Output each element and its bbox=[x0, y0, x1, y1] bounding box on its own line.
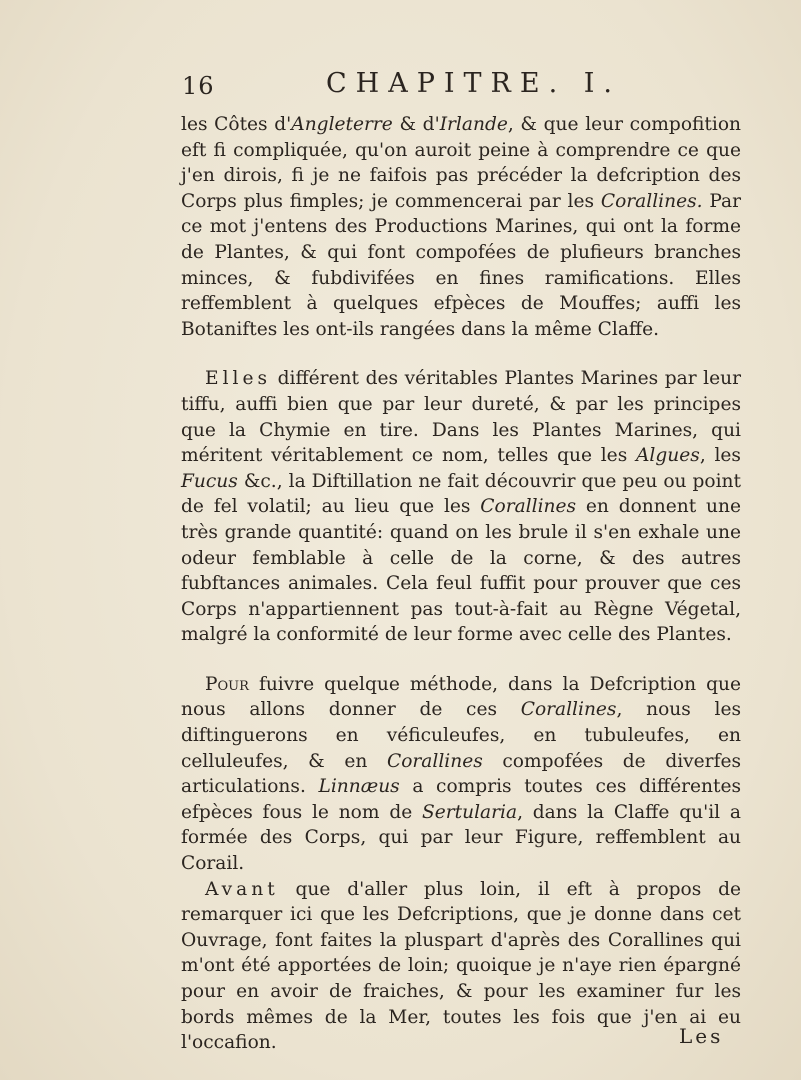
text-run: , & que leur compofition eft fi compliquée, qu'on auroit peine à comprendre ce que j'en dirois, fi je ne faifois pas précéder la defcription des Corps plus fimples; je commencerai par les bbox=[181, 114, 741, 212]
italic-term: Corallines bbox=[386, 750, 483, 772]
running-head: CHAPITRE. I. bbox=[326, 68, 621, 99]
text-run: a compris toutes ces différentes efpèces fous le nom de bbox=[181, 776, 741, 823]
text-run: différent des véritables Plantes Marines par leur tiffu, auffi bien que par leur dureté, & par les principes que la Chymie en tire. Dans les Plantes Marines, qui méritent véritablement ce nom, telles que les bbox=[181, 368, 741, 467]
text-run: compofées de diverfes articulations. bbox=[181, 750, 741, 798]
italic-term: Corallines. bbox=[600, 190, 703, 212]
italic-term: Irlande bbox=[439, 114, 508, 135]
paragraph-lead-word: Pour bbox=[205, 673, 249, 695]
text-run: , nous les diftinguerons en véficuleufes, en tubuleufes, en celluleufes, & en bbox=[181, 699, 741, 772]
text-run: Par ce mot j'entens des Productions Marines, qui ont la forme de Plantes, & qui font compofées de plufieurs branches minces, & fubdivifées en fines ramifications. Elles reffemblent à quelques efpèces de Mouffes; auffi les Botaniftes les ont-ils rangées dans la même Claffe. bbox=[181, 190, 741, 340]
italic-term: Corallines bbox=[520, 699, 617, 721]
text-run: que d'aller plus loin, il eft à propos de remarquer ici que les Defcriptions, que je donne dans cet Ouvrage, font faites la pluspart d'après des Corallines qui m'ont été apportées de loin; quoique je n'aye rien épargné pour en avoir de fraiches, & pour les examiner fur les bords mêmes de la Mer, toutes les fois que j'en ai eu l'occafion. bbox=[181, 878, 741, 1054]
text-run: &c., la Diftillation ne fait découvrir que peu ou point de fel volatil; au lieu que les bbox=[181, 470, 741, 518]
text-run: les Côtes d' bbox=[181, 114, 292, 135]
paragraph-lead-word: Elles bbox=[205, 368, 272, 390]
italic-term: Algues bbox=[636, 445, 700, 467]
paragraph bbox=[181, 112, 741, 342]
catchword: Les bbox=[679, 1024, 724, 1048]
italic-term: Corallines bbox=[480, 496, 577, 518]
text-run: , les bbox=[699, 445, 741, 467]
text-run: en donnent une très grande quantité: quand on les brule il s'en exhale une odeur femblable à celle de la corne, & des autres fubftances animales. Cela feul fuffit pour prouver que ces Corps n'appartiennent pas tout-à-fait au Règne Végetal, malgré la conformité de leur forme avec celle des Plantes. bbox=[181, 496, 741, 646]
italic-term: Fucus bbox=[181, 470, 238, 492]
text-run: fuivre quelque méthode, dans la Defcription que nous allons donner de ces bbox=[181, 673, 741, 721]
italic-term: Linnæus bbox=[318, 776, 400, 798]
text-run: , dans la Claffe qu'il a formée des Corps, qui par leur Figure, reffemblent au Corail. bbox=[181, 801, 741, 875]
body-text bbox=[181, 112, 741, 1056]
italic-term: Angleterre bbox=[291, 114, 393, 135]
paragraph bbox=[181, 672, 741, 877]
paragraph-lead-word: Avant bbox=[205, 878, 279, 900]
page-number: 16 bbox=[182, 72, 215, 100]
paragraph bbox=[181, 877, 741, 1056]
italic-term: Sertularia bbox=[422, 801, 518, 823]
paragraph bbox=[181, 366, 741, 648]
page-header bbox=[0, 68, 801, 108]
text-run: & d' bbox=[392, 114, 440, 135]
